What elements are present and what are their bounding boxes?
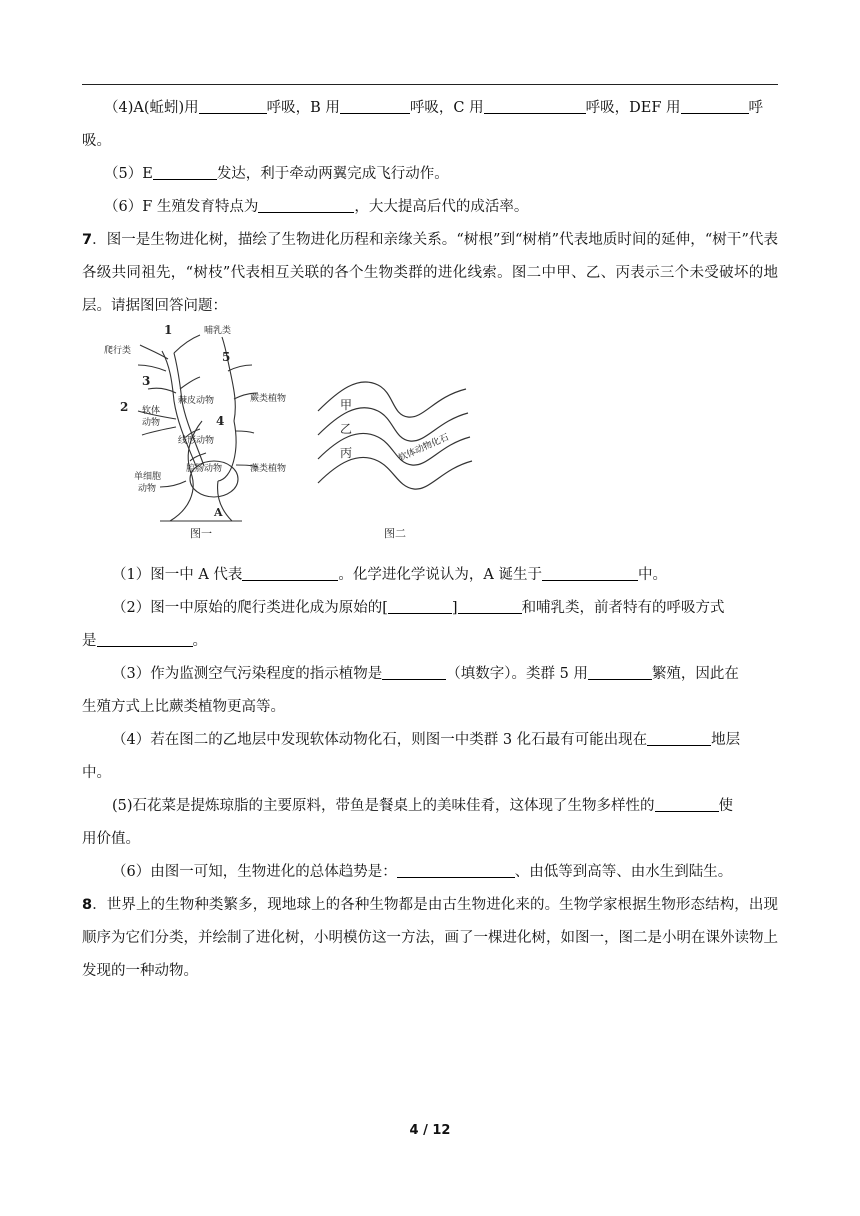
q6-part4: （4)A(蚯蚓)用 呼吸，B 用 呼吸，C 用 呼吸，DEF 用 呼 吸。 bbox=[82, 92, 778, 158]
tree-label-5: 5 bbox=[222, 350, 231, 364]
answer-blank[interactable] bbox=[199, 97, 267, 114]
tree-label-unicellular-1: 单细胞 bbox=[134, 472, 162, 482]
tree-label-2: 2 bbox=[120, 400, 129, 414]
stratum-line-4 bbox=[318, 457, 472, 489]
q7-stem: 7．图一是生物进化树，描绘了生物进化历程和亲缘关系。“树根”到“树梢”代表地质时间的延伸，“树干”代表各级共同祖先，“树枝”代表相互关联的各个生物类群的进化线索。图二中甲、乙、丙表示三个未受破坏的地层。请据图回答问题： bbox=[82, 232, 778, 314]
answer-blank[interactable] bbox=[655, 795, 719, 812]
q7-part3: （3）作为监测空气污染程度的指示植物是 （填数字）。类群 5 用 繁殖，因此在 生殖方式上比蕨类植物更高等。 bbox=[82, 658, 778, 724]
q7-part2: （2）图一中原始的爬行类进化成为原始的[ ] 和哺乳类，前者特有的呼吸方式 是 。 bbox=[82, 592, 778, 658]
answer-blank[interactable] bbox=[382, 663, 446, 680]
q6-part5: （5）E 发达，利于牵动两翼完成飞行动作。 bbox=[82, 158, 778, 191]
tree-label-reptile: 爬行类 bbox=[104, 346, 132, 356]
tree-label-unicellular-2: 动物 bbox=[138, 484, 157, 494]
tree-label-echinoderm: 棘皮动物 bbox=[178, 396, 215, 406]
stratum-jia: 甲 bbox=[340, 398, 353, 412]
tree-label-4: 4 bbox=[216, 414, 225, 428]
q7-part1: （1）图一中 A 代表 。化学进化学说认为，A 诞生于 中。 bbox=[82, 559, 778, 592]
branch-reptile bbox=[140, 345, 168, 359]
answer-blank[interactable] bbox=[397, 861, 515, 878]
answer-blank[interactable] bbox=[484, 97, 586, 114]
answer-blank[interactable] bbox=[681, 97, 749, 114]
branch-unicellular bbox=[160, 481, 186, 487]
tree-label-algae: 藻类植物 bbox=[250, 464, 287, 474]
stratum-bing: 丙 bbox=[340, 446, 353, 460]
q7-part6: （6）由图一可知，生物进化的总体趋势是： 、由低等到高等、由水生到陆生。 bbox=[82, 856, 778, 889]
q8-stem: 8．世界上的生物种类繁多，现地球上的各种生物都是由古生物进化来的。生物学家根据生物形态结构，出现顺序为它们分类，并绘制了进化树，小明模仿这一方法，画了一棵进化树，如图一，图二是小明在课外读物上发现的一种动物。 bbox=[82, 897, 778, 979]
figures-svg bbox=[82, 323, 778, 553]
answer-blank[interactable] bbox=[153, 163, 217, 180]
branch-echinoderm bbox=[180, 377, 200, 389]
tree-label-mammal: 哺乳类 bbox=[204, 326, 232, 336]
answer-blank[interactable] bbox=[340, 97, 410, 114]
q7-part4: （4）若在图二的乙地层中发现软体动物化石，则图一中类群 3 化石最有可能出现在 地层 中。 bbox=[82, 724, 778, 790]
tree-label-cnidaria: 腔肠动物 bbox=[186, 464, 223, 474]
page-content bbox=[82, 92, 778, 988]
tree-label-1: 1 bbox=[164, 323, 173, 337]
figure2-caption: 图二 bbox=[384, 527, 406, 540]
q7-figures bbox=[82, 323, 778, 553]
fossil-label: 软体动物化石 bbox=[397, 432, 451, 464]
branch-4 bbox=[236, 431, 254, 433]
branch-mammal bbox=[174, 335, 200, 353]
header-rule bbox=[82, 84, 778, 85]
left-trunk bbox=[162, 351, 196, 466]
tree-label-A: A bbox=[214, 506, 223, 519]
answer-blank[interactable] bbox=[588, 663, 652, 680]
branch-5 bbox=[228, 365, 252, 371]
answer-blank[interactable] bbox=[388, 597, 452, 614]
figure1-caption: 图一 bbox=[190, 527, 212, 540]
q7-part5: (5)石花菜是提炼琼脂的主要原料，带鱼是餐桌上的美味佳肴，这体现了生物多样性的 使 用价值。 bbox=[82, 790, 778, 856]
tree-label-nematode: 线形动物 bbox=[178, 436, 215, 446]
answer-blank[interactable] bbox=[647, 729, 711, 746]
tree-label-fern: 蕨类植物 bbox=[250, 394, 287, 404]
tree-label-3: 3 bbox=[142, 374, 151, 388]
answer-blank[interactable] bbox=[458, 597, 522, 614]
answer-blank[interactable] bbox=[97, 630, 193, 647]
question-number: 8 bbox=[82, 897, 93, 913]
stratum-yi: 乙 bbox=[340, 422, 353, 436]
question-number: 7 bbox=[82, 232, 93, 248]
tree-label-mollusk-2: 动物 bbox=[142, 418, 161, 428]
page-number: 4 / 12 bbox=[409, 1123, 451, 1138]
answer-blank[interactable] bbox=[242, 564, 338, 581]
tree-label-mollusk-1: 软体 bbox=[142, 406, 161, 416]
answer-blank[interactable] bbox=[258, 196, 354, 213]
branch-3 bbox=[148, 388, 176, 393]
answer-blank[interactable] bbox=[542, 564, 638, 581]
branch-1 bbox=[138, 365, 166, 371]
tree-root bbox=[170, 476, 232, 521]
branch-mollusk bbox=[142, 427, 176, 435]
q6-part6: （6）F 生殖发育特点为 ，大大提高后代的成活率。 bbox=[82, 191, 778, 224]
